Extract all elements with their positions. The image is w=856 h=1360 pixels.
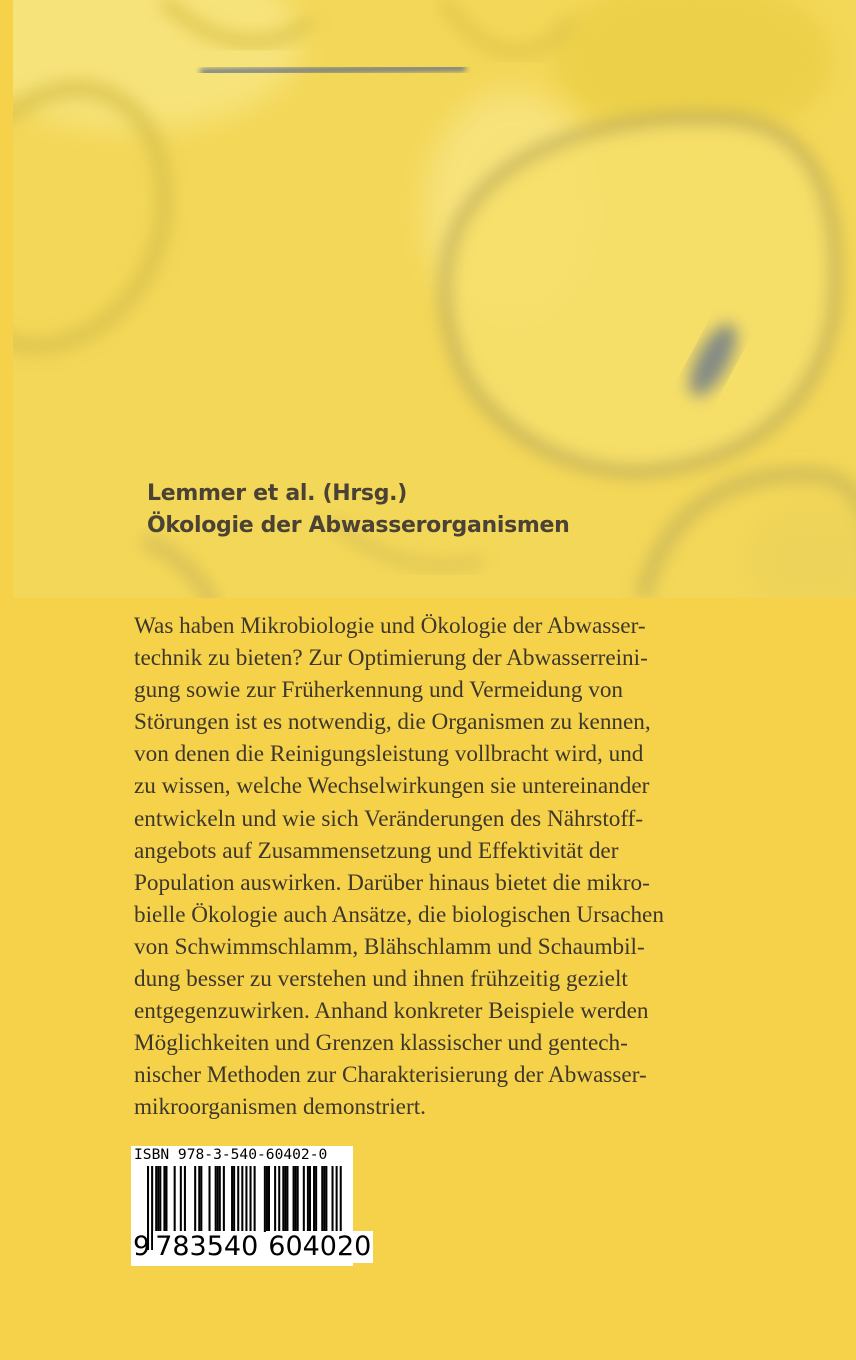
barcode-bar (157, 1166, 159, 1232)
barcode-lead-digit: 9 (133, 1231, 151, 1262)
title-block (147, 478, 570, 542)
barcode-right-digits: 604020 (268, 1231, 372, 1262)
barcode-bar (233, 1166, 235, 1232)
book-author: Lemmer et al. (Hrsg.) (147, 481, 407, 506)
barcode-bar (163, 1166, 165, 1232)
barcode-bar (309, 1166, 311, 1232)
description-line: nischer Methoden zur Charakterisierung der Abwasser- (134, 1062, 647, 1089)
barcode-bar (219, 1166, 221, 1232)
barcode-bar (165, 1166, 167, 1232)
barcode-bar (209, 1166, 211, 1232)
barcode-bar (223, 1166, 225, 1232)
description-line: entwickeln und wie sich Veränderungen des Nährstoff- (134, 805, 644, 832)
description-line: von denen die Reinigungsleistung vollbracht wird, und (134, 741, 644, 768)
isbn-label: ISBN 978-3-540-60402-0 (134, 1146, 328, 1163)
barcode-bar (200, 1166, 202, 1232)
description-line: angebots auf Zusammensetzung und Effektivität der (134, 837, 619, 864)
description-line: zu wissen, welche Wechselwirkungen sie untereinander (134, 773, 650, 800)
description-line: entgegenzuwirken. Anhand konkreter Beispiele werden (134, 998, 649, 1025)
description-line: von Schwimmschlamm, Blähschlamm und Schaumbil- (134, 933, 645, 960)
barcode-bar (237, 1166, 239, 1232)
barcode-digits (133, 1231, 373, 1263)
barcode-bar (194, 1166, 196, 1232)
cover-left-strip (0, 0, 13, 598)
barcode-left-digits: 783540 (155, 1231, 259, 1262)
barcode-bar (286, 1166, 288, 1232)
barcode-bar (254, 1166, 256, 1232)
barcode-bar (325, 1166, 327, 1232)
barcode-bar (293, 1166, 295, 1232)
barcode-bar (217, 1166, 219, 1232)
description-line: Möglichkeiten und Grenzen klassischer und gentech- (134, 1030, 628, 1057)
barcode-bar (282, 1166, 284, 1232)
barcode-bar (323, 1166, 325, 1232)
barcode-bar (303, 1166, 305, 1232)
barcode-bar (284, 1166, 286, 1232)
description-line: Population auswirken. Darüber hinaus bietet die mikro- (134, 869, 650, 896)
barcode-bar (332, 1166, 334, 1232)
barcode-bar (268, 1166, 270, 1232)
barcode-bar (198, 1166, 200, 1232)
description-line: bielle Ökologie auch Ansätze, die biologischen Ursachen (134, 901, 664, 928)
book-description (134, 610, 724, 1124)
barcode-bar (313, 1166, 315, 1232)
book-title: Ökologie der Abwasserorganismen (147, 513, 570, 538)
barcode-bar (321, 1166, 323, 1232)
barcode-bar (278, 1166, 280, 1232)
barcode-bar (174, 1166, 176, 1232)
barcode-bar (297, 1166, 299, 1232)
description-line: gung sowie zur Früherkennung und Vermeidung von (134, 677, 624, 704)
barcode-bar (180, 1166, 182, 1232)
barcode-bar (184, 1166, 186, 1232)
barcode-bar (264, 1166, 266, 1232)
barcode-bar (315, 1166, 317, 1232)
microscope-image (13, 0, 856, 598)
description-line: dung besser zu verstehen und ihnen frühzeitig gezielt (134, 966, 628, 993)
barcode-bar (307, 1166, 309, 1232)
barcode-bar (215, 1166, 217, 1232)
barcode-bar (266, 1166, 268, 1232)
barcode-bar (295, 1166, 297, 1232)
description-line: mikroorganismen demonstriert. (134, 1094, 426, 1121)
isbn-barcode (131, 1146, 372, 1266)
barcode-bar (231, 1166, 233, 1232)
barcode-bar (274, 1166, 276, 1232)
barcode-bar (155, 1166, 157, 1232)
description-line: technik zu bieten? Zur Optimierung der Abwasserreini- (134, 645, 648, 672)
barcode-bar (250, 1166, 252, 1232)
barcode-bar (159, 1166, 161, 1232)
description-line: Was haben Mikrobiologie und Ökologie der Abwasser- (134, 613, 646, 639)
description-line: Störungen ist es notwendig, die Organismen zu kennen, (134, 709, 651, 736)
